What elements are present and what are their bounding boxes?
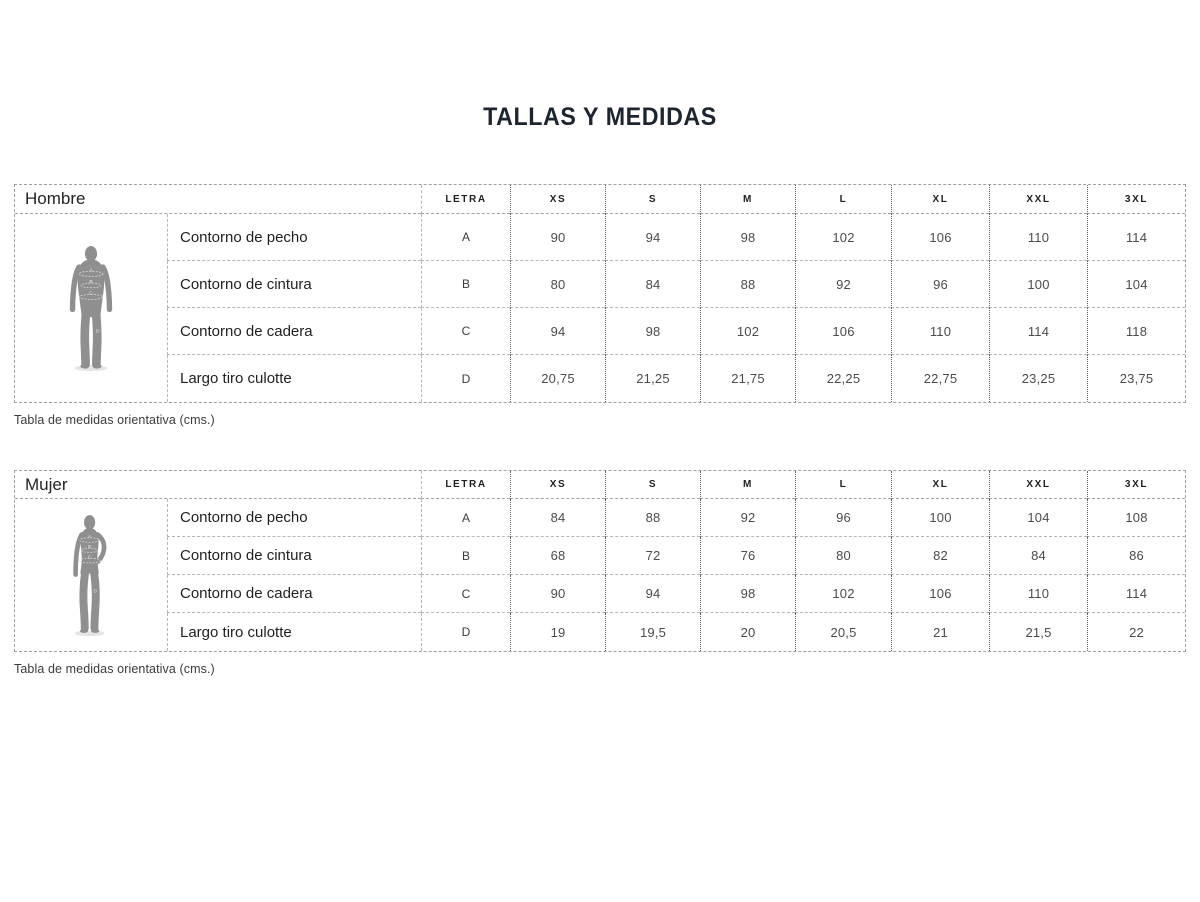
size-value: 110 [989,214,1087,261]
measure-letter: C [421,308,510,355]
figure-letter-a: A [89,267,93,273]
size-value: 21 [891,613,989,651]
size-value: 19,5 [605,613,700,651]
measure-letter: C [421,575,510,613]
size-value: 23,75 [1087,355,1185,402]
size-value: 96 [891,261,989,308]
measure-letter: B [421,261,510,308]
size-value: 98 [700,575,795,613]
size-value: 72 [605,537,700,575]
size-value: 114 [1087,214,1185,261]
size-value: 110 [891,308,989,355]
size-value: 104 [989,499,1087,537]
table-group-label-hombre: Hombre [15,185,421,214]
figure-letter-a: A [88,533,92,539]
size-col-header: XL [891,185,989,214]
size-value: 118 [1087,308,1185,355]
table-footnote: Tabla de medidas orientativa (cms.) [14,413,215,427]
measure-label: Contorno de cadera [167,575,421,613]
size-value: 84 [605,261,700,308]
size-value: 84 [989,537,1087,575]
measure-label: Contorno de pecho [167,499,421,537]
female-silhouette-icon [63,514,119,637]
measure-label: Largo tiro culotte [167,355,421,402]
size-value: 108 [1087,499,1185,537]
size-value: 22 [1087,613,1185,651]
size-col-header: XXL [989,185,1087,214]
size-value: 20,75 [510,355,605,402]
size-value: 114 [1087,575,1185,613]
measure-letter: A [421,499,510,537]
size-value: 21,5 [989,613,1087,651]
size-value: 102 [795,214,891,261]
figure-letter-b: B [88,543,92,549]
hombre-size-table [14,184,1186,403]
size-value: 80 [510,261,605,308]
size-value: 90 [510,575,605,613]
size-value: 68 [510,537,605,575]
size-value: 100 [989,261,1087,308]
measure-letter: A [421,214,510,261]
measure-letter: D [421,355,510,402]
size-value: 102 [700,308,795,355]
figure-letter-b: B [89,279,93,285]
size-col-header: M [700,185,795,214]
size-value: 102 [795,575,891,613]
size-value: 106 [795,308,891,355]
size-value: 104 [1087,261,1185,308]
size-value: 94 [605,214,700,261]
table-group-label-mujer: Mujer [15,471,421,499]
size-value: 22,25 [795,355,891,402]
size-value: 80 [795,537,891,575]
measure-label: Contorno de cintura [167,537,421,575]
measure-label: Contorno de cadera [167,308,421,355]
size-value: 20,5 [795,613,891,651]
mujer-size-table [14,470,1186,652]
size-col-header: XS [510,185,605,214]
size-value: 92 [700,499,795,537]
size-col-header: L [795,185,891,214]
figure-letter-c: C [87,553,92,559]
measure-letter: B [421,537,510,575]
size-col-header: XS [510,471,605,499]
size-value: 100 [891,499,989,537]
figure-letter-d: D [93,587,97,593]
size-col-header: L [795,471,891,499]
size-value: 98 [605,308,700,355]
size-value: 106 [891,575,989,613]
size-col-header: XL [891,471,989,499]
size-value: 88 [700,261,795,308]
size-value: 84 [510,499,605,537]
page-title: TALLAS Y MEDIDAS [483,103,717,131]
size-value: 21,25 [605,355,700,402]
female-figure [15,499,167,651]
size-col-header: 3XL [1087,471,1185,499]
measure-letter: D [421,613,510,651]
size-col-header: LETRA [421,185,510,214]
size-value: 19 [510,613,605,651]
male-figure [15,214,167,402]
measure-label: Contorno de cintura [167,261,421,308]
size-value: 20 [700,613,795,651]
size-value: 82 [891,537,989,575]
size-value: 94 [510,308,605,355]
size-value: 96 [795,499,891,537]
measure-label: Contorno de pecho [167,214,421,261]
measure-label: Largo tiro culotte [167,613,421,651]
size-col-header: XXL [989,471,1087,499]
figure-letter-c: C [89,291,93,297]
size-col-header: 3XL [1087,185,1185,214]
size-value: 88 [605,499,700,537]
size-value: 76 [700,537,795,575]
size-value: 90 [510,214,605,261]
size-col-header: S [605,471,700,499]
size-value: 114 [989,308,1087,355]
size-col-header: M [700,471,795,499]
male-silhouette-icon [62,245,120,372]
size-col-header: S [605,185,700,214]
size-value: 92 [795,261,891,308]
size-value: 110 [989,575,1087,613]
size-value: 98 [700,214,795,261]
figure-letter-d: D [96,329,100,335]
table-footnote: Tabla de medidas orientativa (cms.) [14,662,215,676]
size-col-header: LETRA [421,471,510,499]
size-value: 86 [1087,537,1185,575]
size-value: 22,75 [891,355,989,402]
size-value: 21,75 [700,355,795,402]
size-value: 23,25 [989,355,1087,402]
size-value: 94 [605,575,700,613]
size-value: 106 [891,214,989,261]
mujer-section [14,470,1186,676]
hombre-section [14,184,1186,427]
